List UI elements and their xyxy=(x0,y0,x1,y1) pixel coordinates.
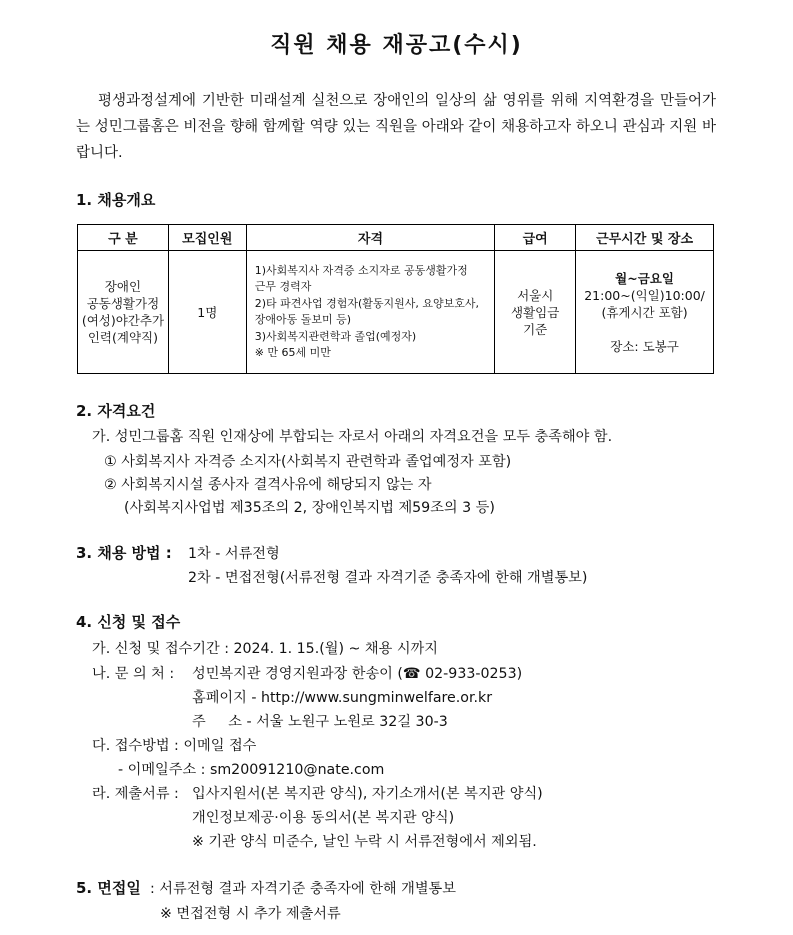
recruitment-table xyxy=(77,224,714,374)
documents-line-1: 입사지원서(본 복지관 양식), 자기소개서(본 복지관 양식) xyxy=(192,786,543,802)
table-header-row xyxy=(78,225,714,251)
method-step-2: 2차 - 면접전형(서류전형 결과 자격기준 충족자에 한해 개별통보) xyxy=(188,570,588,586)
homepage-link[interactable]: 홈페이지 - http://www.sungminwelfare.or.kr xyxy=(192,690,493,706)
cell-hours-place: 월~금요일 21:00~(익일)10:00/ (휴게시간 포함) 장소: 도봉구 xyxy=(576,251,714,374)
qualification-line-3: ② 사회복지시설 종사자 결격사유에 해당되지 않는 자 xyxy=(104,477,432,493)
cell-count: 1명 xyxy=(168,251,246,374)
header-qualification: 자격 xyxy=(246,225,495,251)
header-count: 모집인원 xyxy=(168,225,246,251)
qualification-line-2: ① 사회복지사 자격증 소지자(사회복지 관련학과 졸업예정자 포함) xyxy=(104,454,512,470)
cell-division: 장애인 공동생활가정 (여성)야간추가 인력(계약직) xyxy=(78,251,169,374)
email-address[interactable]: - 이메일주소 : sm20091210@nate.com xyxy=(118,762,385,778)
application-period: 가. 신청 및 접수기간 : 2024. 1. 15.(월) ~ 채용 시까지 xyxy=(92,641,438,657)
intro-paragraph: 평생과정설계에 기반한 미래설계 실천으로 장애인의 일상의 삶 영위를 위해 지역환경을 만들어가는 성민그룹홈은 비전을 향해 함께할 역량 있는 직원을 아래와 같이 채용하고자 하오니 관심과 지원 바랍니다. xyxy=(76,93,716,161)
interview-note: ※ 면접전형 시 추가 제출서류 xyxy=(160,906,341,922)
contact-info: 성민복지관 경영지원과장 한송이 (☎ 02-933-0253) xyxy=(192,666,523,682)
cell-qualification: 1)사회복지사 자격증 소지자로 공동생활가정 근무 경력자 2)타 파견사업 경험자(활동지원사, 요양보호사, 장애아동 돌보미 등) 3)사회복지관련학과 졸업(예정자) ※ 만 65세 미만 xyxy=(246,251,495,374)
submission-method: 다. 접수방법 : 이메일 접수 xyxy=(92,738,257,754)
work-days: 월~금요일 xyxy=(615,270,674,286)
section-4-heading: 4. 신청 및 접수 xyxy=(76,613,181,631)
page-title: 직원 채용 재공고(수시) xyxy=(270,33,523,58)
header-pay: 급여 xyxy=(495,225,576,251)
cell-pay: 서울시 생활임금 기준 xyxy=(495,251,576,374)
contact-label: 나. 문 의 처 : xyxy=(92,666,175,682)
section-2-heading: 2. 자격요건 xyxy=(76,402,156,420)
header-hours-place: 근무시간 및 장소 xyxy=(576,225,714,251)
section-5-heading: 5. 면접일 xyxy=(76,879,141,897)
work-place: 장소: 도봉구 xyxy=(610,338,679,354)
table-row xyxy=(78,251,714,374)
documents-line-2: 개인정보제공·이용 동의서(본 복지관 양식) xyxy=(192,810,455,826)
section-3-heading: 3. 채용 방법 : xyxy=(76,544,172,562)
documents-note: ※ 기관 양식 미준수, 날인 누락 시 서류전형에서 제외됨. xyxy=(192,834,537,850)
address: 주 소 - 서울 노원구 노원로 32길 30-3 xyxy=(192,714,448,730)
header-division: 구 분 xyxy=(78,225,169,251)
documents-label: 라. 제출서류 : xyxy=(92,786,179,802)
section-1-heading: 1. 채용개요 xyxy=(76,191,156,209)
qualification-line-1: 가. 성민그룹홈 직원 인재상에 부합되는 자로서 아래의 자격요건을 모두 충족해야 함. xyxy=(92,429,613,445)
qualification-line-4: (사회복지사업법 제35조의 2, 장애인복지법 제59조의 3 등) xyxy=(124,500,495,516)
method-step-1: 1차 - 서류전형 xyxy=(188,546,280,562)
interview-text: : 서류전형 결과 자격기준 충족자에 한해 개별통보 xyxy=(150,881,456,897)
